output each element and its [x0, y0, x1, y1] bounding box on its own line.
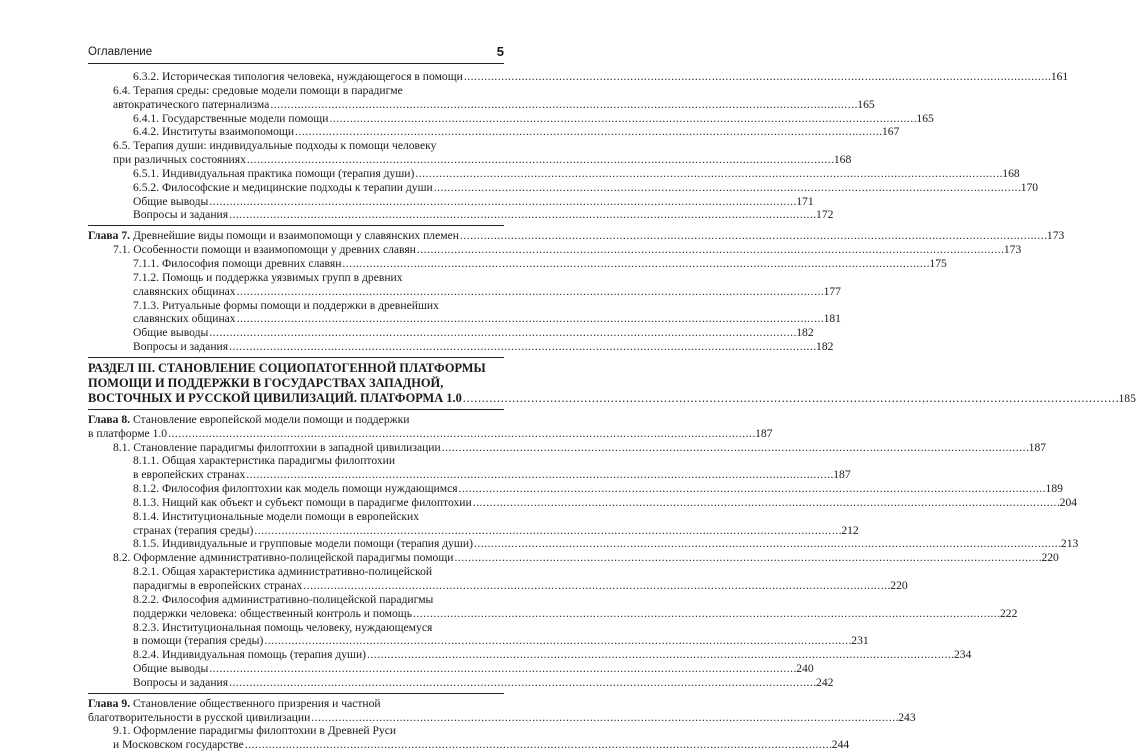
section-title-line[interactable]: ПОМОЩИ И ПОДДЕРЖКИ В ГОСУДАРСТВАХ ЗАПАДНОЙ,	[88, 375, 444, 390]
section-title-line[interactable]: РАЗДЕЛ III. СТАНОВЛЕНИЕ СОЦИОПАТОГЕННОЙ ПЛАТФОРМЫ	[88, 360, 486, 375]
toc-page-ref: 185	[1118, 391, 1136, 405]
toc-page-ref: 181	[823, 312, 841, 326]
toc-entry[interactable]: странах (терапия среды) . . . 212	[88, 524, 504, 538]
toc-entry[interactable]: в европейских странах . . . 187	[88, 468, 504, 482]
toc-entry[interactable]: Вопросы и задания . . . 242	[88, 676, 504, 690]
dot-leader	[246, 468, 832, 482]
toc-entry[interactable]: Вопросы и задания . . . 172	[88, 208, 504, 222]
toc-chapter-entry[interactable]: Глава 7. Древнейшие виды помощи и взаимопомощи у славянских племен . . . 173	[88, 229, 504, 243]
toc-entry[interactable]: Вопросы и задания . . . 182	[88, 340, 504, 354]
dot-leader	[464, 70, 1050, 84]
toc-entry-line[interactable]: 8.1.1. Общая характеристика парадигмы филоптохии	[133, 454, 396, 468]
toc-entry-line[interactable]: 6.4. Терапия среды: средовые модели помощи в парадигме	[113, 83, 403, 97]
dot-leader	[417, 243, 1003, 257]
toc-entry-line[interactable]: 8.2.2. Философия административно-полицейской парадигмы	[133, 592, 434, 606]
chapter-divider	[88, 409, 504, 410]
toc-entry[interactable]: Общие выводы . . . 171	[88, 195, 504, 209]
dot-leader	[311, 711, 897, 725]
dot-leader	[229, 676, 815, 690]
toc-page-ref: 171	[796, 194, 814, 208]
toc-page-ref: 165	[857, 97, 875, 111]
toc-page-ref: 161	[1050, 70, 1069, 83]
dot-leader	[434, 181, 1020, 195]
chapter-divider	[88, 225, 504, 226]
toc-entry-line[interactable]: 9.1. Оформление парадигмы филоптохии в Древней Руси	[113, 724, 397, 738]
dot-leader	[254, 524, 840, 538]
dot-leader	[209, 326, 795, 340]
toc-entry[interactable]: в помощи (терапия среды) . . . 231	[88, 634, 504, 648]
chapter-label: Глава 8.	[88, 412, 131, 426]
toc-page-ref: 177	[823, 284, 841, 298]
toc-entry[interactable]: 6.5.2. Философские и медицинские подходы к терапии души . . . 170	[88, 181, 504, 195]
toc-page-ref: 213	[1060, 537, 1079, 551]
toc-entry-line[interactable]: 6.5. Терапия души: индивидуальные подходы к помощи человеку	[113, 139, 437, 153]
toc-entry[interactable]: парадигмы в европейских странах . . . 220	[88, 579, 504, 593]
toc-entry[interactable]: 6.4.2. Институты взаимопомощи . . . 167	[88, 125, 504, 139]
toc-entry-line[interactable]: 8.1.4. Институциональные модели помощи в европейских	[133, 509, 420, 523]
chapter-divider	[88, 693, 504, 694]
toc-entry[interactable]: 6.4.1. Государственные модели помощи . . . 165	[88, 112, 504, 126]
dot-leader	[209, 662, 795, 676]
dot-leader	[168, 427, 754, 441]
toc-page-ref: 187	[755, 426, 773, 440]
toc-page-ref: 242	[816, 675, 834, 689]
running-header	[88, 44, 504, 62]
dot-leader	[460, 229, 1046, 243]
toc-entry[interactable]: 8.1.3. Нищий как объект и субъект помощи в парадигме филоптохии . . . 204	[88, 496, 504, 510]
toc-page-ref: 182	[796, 326, 814, 340]
dot-leader	[229, 208, 815, 222]
dot-leader	[459, 482, 1045, 496]
toc-page-ref: 170	[1020, 180, 1039, 194]
toc-page-ref: 165	[916, 111, 934, 125]
chapter-label: Глава 7.	[88, 229, 131, 243]
dot-leader	[454, 551, 1040, 565]
toc-entry[interactable]: Общие выводы . . . 182	[88, 326, 504, 340]
toc-entry-line[interactable]: 7.1.2. Помощь и поддержка уязвимых групп в древних	[133, 270, 403, 284]
toc-entry[interactable]: автократического патернализма . . . 165	[88, 98, 504, 112]
toc-entry[interactable]: поддержки человека: общественный контроль и помощь . . . 222	[88, 607, 504, 621]
dot-leader	[270, 98, 856, 112]
toc-chapter-line[interactable]: Глава 9. Становление общественного призрения и частной	[88, 696, 381, 710]
toc-entry[interactable]: и Московском государстве . . . 244	[88, 738, 504, 752]
toc-entry-line[interactable]: 8.2.1. Общая характеристика административно-полицейской	[133, 565, 433, 579]
toc-page-ref: 234	[953, 648, 972, 662]
dot-leader	[237, 285, 823, 299]
dot-leader	[295, 125, 881, 139]
dot-leader	[264, 634, 850, 648]
toc-entry[interactable]: 8.2.4. Индивидуальная помощь (терапия души) . . . 234	[88, 648, 504, 662]
dot-leader	[415, 167, 1001, 181]
toc-page-ref: 244	[831, 738, 850, 752]
toc-entry[interactable]: 8.2. Оформление административно-полицейской парадигмы помощи . . . 220	[88, 551, 504, 565]
toc-chapter-line[interactable]: Глава 8. Становление европейской модели помощи и поддержки	[88, 412, 410, 426]
page-number: 5	[496, 44, 504, 59]
toc-entry-line[interactable]: 7.1.3. Ритуальные формы помощи и поддержки в древнейших	[133, 298, 439, 312]
toc-entry[interactable]: славянских общинах . . . 181	[88, 312, 504, 326]
toc-entry-line[interactable]: 8.2.3. Институциональная помощь человеку, нуждающемуся	[133, 620, 433, 634]
section-divider	[88, 357, 504, 358]
toc-entry[interactable]: 6.5.1. Индивидуальная практика помощи (терапия души) . . . 168	[88, 167, 504, 181]
dot-leader	[413, 607, 999, 621]
dot-leader	[342, 257, 928, 271]
dot-leader	[463, 391, 1118, 406]
toc-page-ref: 175	[929, 256, 947, 270]
dot-leader	[473, 496, 1059, 510]
toc-page-ref: 187	[1028, 440, 1047, 454]
toc-page-ref: 189	[1045, 482, 1063, 496]
toc-page-ref: 173	[1003, 243, 1022, 257]
toc-entry[interactable]: 7.1.1. Философия помощи древних славян . . . 175	[88, 257, 504, 271]
toc-page-ref: 187	[833, 468, 851, 482]
dot-leader	[329, 112, 915, 126]
running-header-title: Оглавление	[88, 46, 153, 58]
toc-entry[interactable]: 8.1.5. Индивидуальные и групповые модели помощи (терапия души) . . . 213	[88, 537, 504, 551]
dot-leader	[474, 537, 1060, 551]
header-rule	[88, 63, 504, 64]
toc-page-ref: 243	[898, 710, 916, 724]
toc-entry[interactable]: славянских общинах . . . 177	[88, 285, 504, 299]
toc-page-ref: 222	[999, 606, 1018, 620]
toc-page-ref: 172	[816, 208, 834, 222]
toc-page-ref: 168	[1002, 166, 1020, 180]
toc-section-entry[interactable]: ВОСТОЧНЫХ И РУССКОЙ ЦИВИЛИЗАЦИЙ. ПЛАТФОРМА 1.0 . . . 185	[88, 391, 504, 406]
toc-page-ref: 220	[890, 579, 908, 592]
dot-leader	[229, 340, 815, 354]
toc-page-ref: 231	[851, 634, 869, 648]
toc-chapter-entry[interactable]: благотворительности в русской цивилизации . . . 243	[88, 711, 504, 725]
chapter-label: Глава 9.	[88, 696, 131, 710]
dot-leader	[442, 441, 1028, 455]
dot-leader	[367, 648, 953, 662]
toc-page-ref: 168	[833, 153, 852, 167]
toc-page-ref: 204	[1059, 495, 1078, 509]
toc-page-ref: 167	[882, 125, 900, 139]
toc-page-ref: 173	[1046, 229, 1065, 243]
dot-leader	[247, 153, 833, 167]
dot-leader	[237, 312, 823, 326]
toc-entry[interactable]: 8.1. Становление парадигмы филоптохии в западной цивилизации . . . 187	[88, 441, 504, 455]
dot-leader	[209, 195, 795, 209]
toc-chapter-entry[interactable]: в платформе 1.0 . . . 187	[88, 427, 504, 441]
toc-page-ref: 240	[796, 662, 814, 676]
toc-entry[interactable]: Общие выводы . . . 240	[88, 662, 504, 676]
toc-entry[interactable]: 8.1.2. Философия филоптохии как модель помощи нуждающимся . . . 189	[88, 482, 504, 496]
toc-entry[interactable]: 6.3.2. Историческая типология человека, нуждающегося в помощи . . . 161	[88, 70, 504, 84]
table-of-contents	[88, 70, 1136, 752]
dot-leader	[303, 579, 889, 593]
toc-entry[interactable]: 7.1. Особенности помощи и взаимопомощи у древних славян . . . 173	[88, 243, 504, 257]
toc-page-ref: 220	[1041, 551, 1059, 565]
toc-page-ref: 212	[841, 523, 859, 537]
dot-leader	[245, 738, 831, 752]
toc-page-ref: 182	[816, 340, 834, 354]
toc-entry[interactable]: при различных состояниях . . . 168	[88, 153, 504, 167]
